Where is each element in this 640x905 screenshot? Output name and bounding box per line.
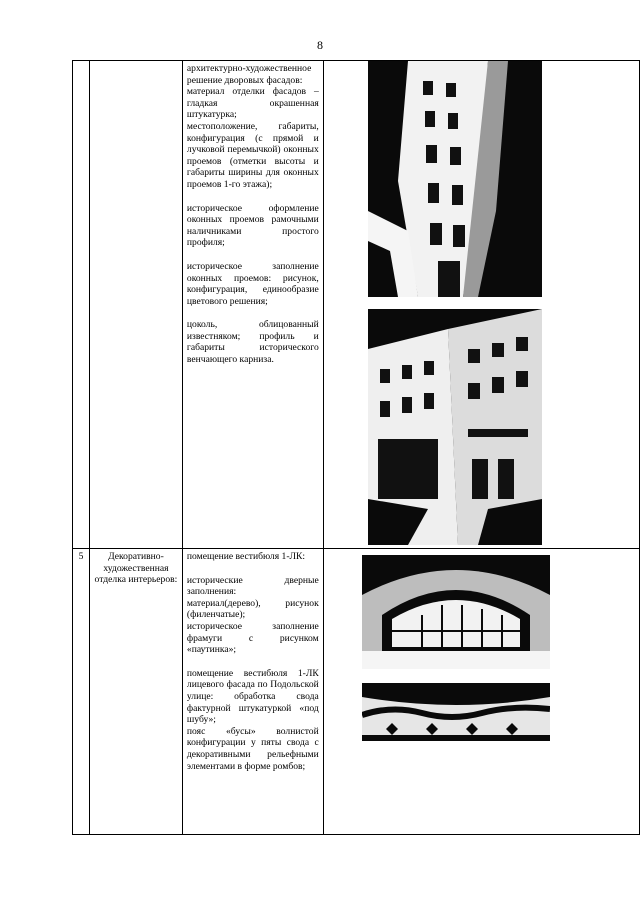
description-paragraph: местоположение, габариты, конфигурация (с прямой и лучковой перемычкой) оконных проемов (отметки высоты и габариты ширины для оконных проемов 1-го этажа); bbox=[186, 120, 319, 190]
description-cell bbox=[182, 61, 323, 549]
description-paragraph: помещение вестибюля 1-ЛК: bbox=[186, 551, 306, 562]
vault-decor-photo bbox=[362, 683, 550, 741]
row-title-cell bbox=[89, 549, 182, 835]
courtyard-facade-photo-2 bbox=[368, 309, 542, 545]
row-number bbox=[73, 61, 89, 63]
description-cell bbox=[182, 549, 323, 835]
row-title-cell bbox=[89, 61, 182, 549]
courtyard-facade-photo-2-icon bbox=[368, 309, 542, 545]
row-title bbox=[90, 61, 182, 63]
description-paragraph: помещение вестибюля 1-ЛК лицевого фасада по Подольской улице: обработка свода фактурной штукатуркой «под шубу»; bbox=[186, 667, 319, 726]
description-paragraph: архитектурно-художественное решение дворовых фасадов: bbox=[186, 63, 312, 86]
row-title: Декоративно-художественная отделка интерьеров: bbox=[94, 551, 178, 586]
description-paragraph: исторические дверные заполнения: bbox=[186, 574, 319, 598]
vault-decor-photo-icon bbox=[362, 683, 550, 741]
row-number: 5 bbox=[78, 551, 84, 562]
monument-table bbox=[72, 60, 640, 835]
description-paragraph: историческое заполнение оконных проемов: рисунок, конфигурация, единообразие цветового решения; bbox=[186, 260, 319, 307]
table-row bbox=[73, 61, 640, 549]
table-row bbox=[73, 549, 640, 835]
courtyard-facade-photo-1 bbox=[368, 61, 542, 297]
description-paragraph: цоколь, облицованный известняком; профиль и габариты исторического венчающего карниза. bbox=[186, 319, 319, 366]
row-number-cell bbox=[73, 549, 90, 835]
vestibule-arch-photo bbox=[362, 555, 550, 669]
description-paragraph: пояс «бусы» волнистой конфигурации у пяты свода с декоративными рельефными элементами в форме ромбов; bbox=[186, 725, 319, 772]
photo-cell bbox=[323, 61, 639, 549]
row-number-cell bbox=[73, 61, 90, 549]
vestibule-arch-photo-icon bbox=[362, 555, 550, 669]
description-paragraph: историческое оформление оконных проемов рамочными наличниками простого профиля; bbox=[186, 202, 319, 249]
description-paragraph: материал отделки фасадов – гладкая окрашенная штукатурка; bbox=[186, 86, 319, 121]
photo-cell bbox=[323, 549, 639, 835]
page-number: 8 bbox=[317, 38, 323, 52]
courtyard-facade-photo-1-icon bbox=[368, 61, 542, 297]
description-paragraph: историческое заполнение фрамуги с рисунком «паутинка»; bbox=[186, 620, 319, 656]
description-paragraph: материал(дерево), рисунок (филенчатые); bbox=[186, 597, 319, 621]
